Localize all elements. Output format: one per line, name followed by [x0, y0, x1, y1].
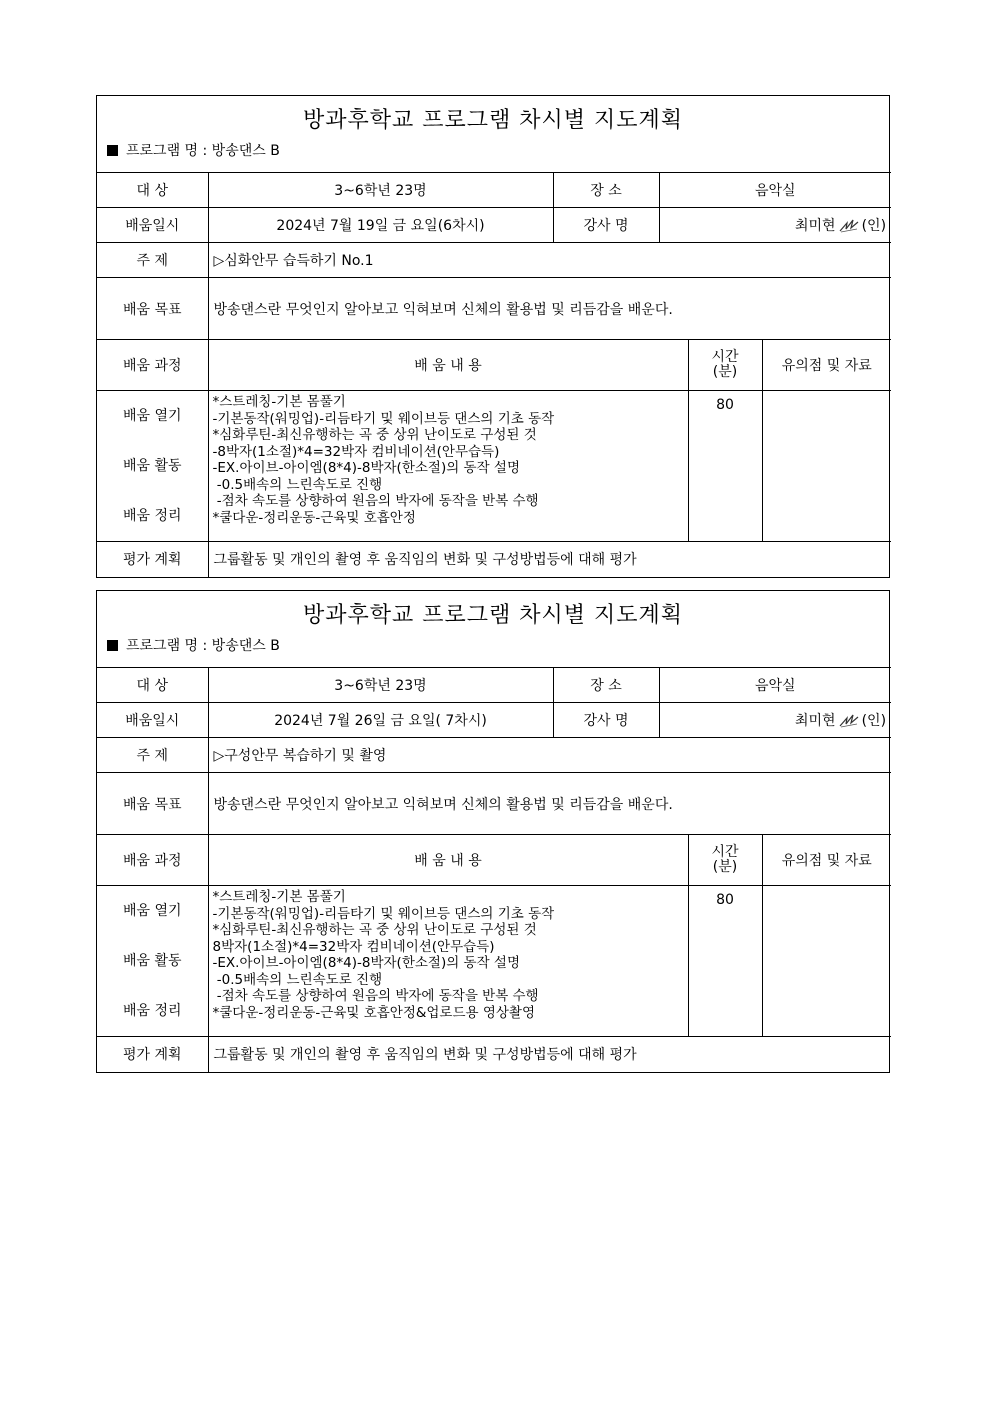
- time-label-2: (분): [712, 364, 738, 380]
- content-line: -기본동작(워밍업)-리듬타기 및 웨이브등 댄스의 기초 동작: [212, 410, 555, 427]
- content-cell: [208, 886, 688, 1037]
- goal-row: [97, 773, 891, 835]
- square-bullet-icon: [107, 640, 118, 651]
- place-value: 음악실: [659, 173, 891, 208]
- signature-icon: [838, 217, 860, 233]
- program-name-text: 프로그램 명 : 방송댄스 B: [126, 143, 280, 159]
- stage-close: 배움 정리: [122, 1003, 182, 1019]
- eval-row: [97, 1037, 891, 1072]
- signature-icon: [838, 712, 860, 728]
- process-label: 배움 과정: [97, 340, 208, 391]
- notes-value: [762, 391, 891, 542]
- notes-label: 유의점 및 자료: [762, 835, 891, 886]
- place-label: 장 소: [553, 668, 659, 703]
- program-name: [97, 136, 889, 172]
- stage-activity: 배움 활동: [122, 953, 182, 969]
- eval-value: 그룹활동 및 개인의 촬영 후 움직임의 변화 및 구성방법등에 대해 평가: [208, 1037, 891, 1072]
- plan-table: [97, 667, 891, 1072]
- process-body-row: [97, 391, 891, 542]
- goal-label: 배움 목표: [97, 773, 208, 835]
- process-label: 배움 과정: [97, 835, 208, 886]
- seal-mark: (인): [861, 713, 887, 729]
- stage-activity: 배움 활동: [122, 458, 182, 474]
- content-line: *심화루틴-최신유행하는 곡 중 상위 난이도로 구성된 것: [212, 427, 537, 443]
- topic-label: 주 제: [97, 738, 208, 773]
- content-label: 배 움 내 용: [208, 340, 688, 391]
- notes-value: [762, 886, 891, 1037]
- teacher-label: 강사 명: [553, 208, 659, 243]
- eval-value: 그룹활동 및 개인의 촬영 후 움직임의 변화 및 구성방법등에 대해 평가: [208, 542, 891, 577]
- plan-title: 방과후학교 프로그램 차시별 지도계획: [302, 603, 683, 628]
- topic-value: ▷구성안무 복습하기 및 촬영: [208, 738, 891, 773]
- target-value: 3~6학년 23명: [208, 668, 553, 703]
- topic-value: ▷심화안무 습득하기 No.1: [208, 243, 891, 278]
- topic-row: [97, 243, 891, 278]
- time-label-2: (분): [712, 859, 738, 875]
- goal-label: 배움 목표: [97, 278, 208, 340]
- target-value: 3~6학년 23명: [208, 173, 553, 208]
- lesson-plan-1: [96, 95, 890, 578]
- square-bullet-icon: [107, 145, 118, 156]
- content-line: -8박자(1소절)*4=32박자 컴비네이션(안무습득): [212, 443, 500, 460]
- place-label: 장 소: [553, 173, 659, 208]
- content-label: 배 움 내 용: [208, 835, 688, 886]
- date-row: [97, 703, 891, 738]
- plan-table: [97, 172, 891, 577]
- program-name: [97, 631, 889, 667]
- target-label: 대 상: [97, 173, 208, 208]
- teacher-name: 최미현: [795, 713, 836, 729]
- goal-value: 방송댄스란 무엇인지 알아보고 익혀보며 신체의 활용법 및 리듬감을 배운다.: [208, 278, 891, 340]
- content-line: *스트레칭-기본 몸풀기: [212, 394, 346, 410]
- target-label: 대 상: [97, 668, 208, 703]
- target-row: [97, 173, 891, 208]
- time-label-1: 시간: [711, 844, 739, 860]
- program-name-text: 프로그램 명 : 방송댄스 B: [126, 638, 280, 654]
- date-label: 배움일시: [97, 208, 208, 243]
- teacher-value: [659, 208, 891, 243]
- process-header-row: [97, 835, 891, 886]
- plan-title: 방과후학교 프로그램 차시별 지도계획: [302, 108, 683, 133]
- stage-close: 배움 정리: [122, 508, 182, 524]
- content-line: 8박자(1소절)*4=32박자 컴비네이션(안무습득): [212, 938, 495, 955]
- place-value: 음악실: [659, 668, 891, 703]
- target-row: [97, 668, 891, 703]
- content-line: *스트레칭-기본 몸풀기: [212, 889, 346, 905]
- stage-open: 배움 열기: [122, 903, 182, 919]
- content-line: -0.5배속의 느린속도로 진행: [212, 971, 383, 988]
- goal-value: 방송댄스란 무엇인지 알아보고 익혀보며 신체의 활용법 및 리듬감을 배운다.: [208, 773, 891, 835]
- content-cell: [208, 391, 688, 542]
- time-value: 80: [688, 886, 762, 1037]
- time-value: 80: [688, 391, 762, 542]
- eval-label: 평가 계획: [97, 542, 208, 577]
- notes-label: 유의점 및 자료: [762, 340, 891, 391]
- content-line: -EX.아이브-아이엠(8*4)-8박자(한소절)의 동작 설명: [212, 460, 521, 476]
- time-label: [688, 835, 762, 886]
- content-line: *쿨다운-정리운동-근육및 호흡안정&업로드용 영상촬영: [212, 1004, 536, 1021]
- date-value: 2024년 7월 26일 금 요일( 7차시): [208, 703, 553, 738]
- process-header-row: [97, 340, 891, 391]
- content-line: *쿨다운-정리운동-근육및 호흡안정: [212, 509, 416, 526]
- process-body-row: [97, 886, 891, 1037]
- content-line: -점차 속도를 상향하여 원음의 박자에 동작을 반복 수행: [212, 493, 539, 509]
- topic-row: [97, 738, 891, 773]
- content-line: -EX.아이브-아이엠(8*4)-8박자(한소절)의 동작 설명: [212, 955, 521, 971]
- date-label: 배움일시: [97, 703, 208, 738]
- goal-row: [97, 278, 891, 340]
- eval-row: [97, 542, 891, 577]
- seal-mark: (인): [861, 218, 887, 234]
- content-line: -점차 속도를 상향하여 원음의 박자에 동작을 반복 수행: [212, 988, 539, 1004]
- eval-label: 평가 계획: [97, 1037, 208, 1072]
- content-line: *심화루틴-최신유행하는 곡 중 상위 난이도로 구성된 것: [212, 922, 537, 938]
- teacher-name: 최미현: [795, 218, 836, 234]
- content-line: -기본동작(워밍업)-리듬타기 및 웨이브등 댄스의 기초 동작: [212, 905, 555, 922]
- lesson-plan-2: [96, 590, 890, 1073]
- stage-column: [97, 391, 208, 542]
- teacher-label: 강사 명: [553, 703, 659, 738]
- date-value: 2024년 7월 19일 금 요일(6차시): [208, 208, 553, 243]
- stage-column: [97, 886, 208, 1037]
- content-line: -0.5배속의 느린속도로 진행: [212, 476, 383, 493]
- teacher-value: [659, 703, 891, 738]
- topic-label: 주 제: [97, 243, 208, 278]
- stage-open: 배움 열기: [122, 408, 182, 424]
- time-label-1: 시간: [711, 349, 739, 365]
- date-row: [97, 208, 891, 243]
- time-label: [688, 340, 762, 391]
